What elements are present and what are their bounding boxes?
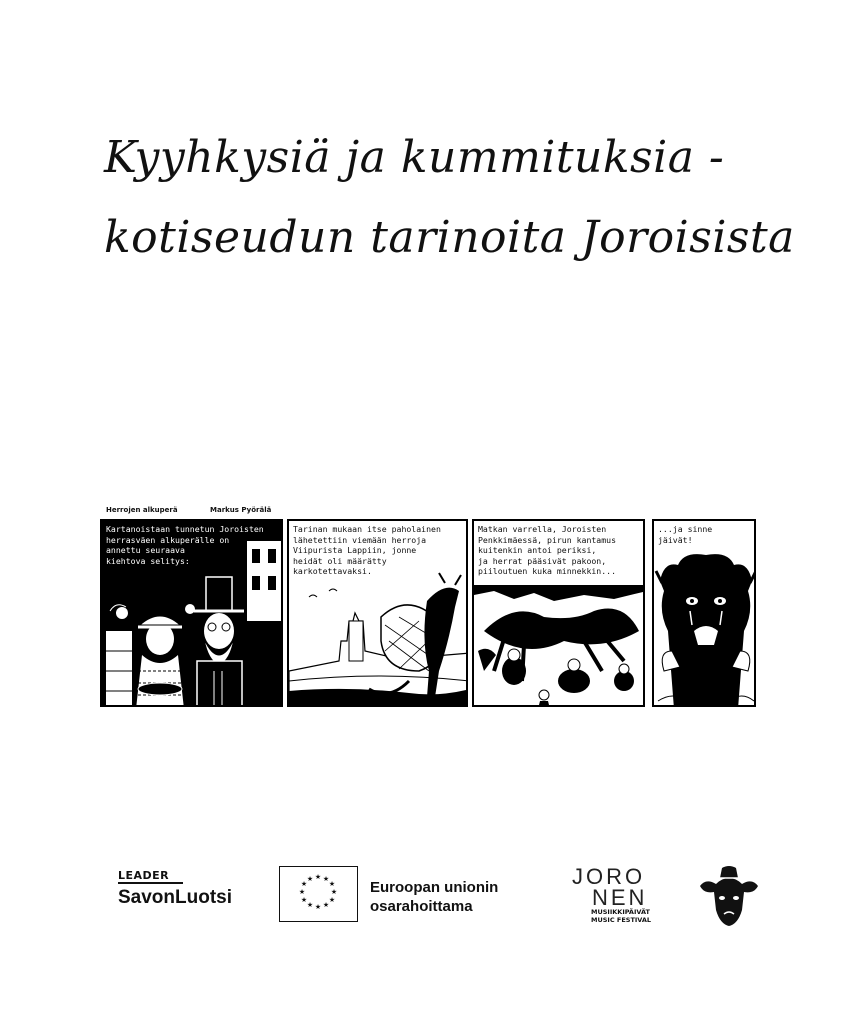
sponsor-logos [0,856,842,936]
comic-panel-4 [652,519,756,707]
eu-funding-text [370,878,498,916]
svg-text:★: ★ [328,880,336,888]
panel-2-caption: Tarinan mukaan itse paholainen lähetettiin viemään herroja Viipurista Lappiin, jonne heidät oli määrätty karkotettavaksi. [293,524,441,576]
svg-text:★: ★ [300,880,308,888]
panel-1-caption: Kartanoistaan tunnetun Joroisten herrasväen alkuperälle on annettu seuraava kiehtova selitys: [106,524,264,566]
eu-line-1: Euroopan unionin [370,879,499,896]
document-title [104,118,804,278]
comic-panel-2 [287,519,468,707]
joroinen-festival-logo [572,866,666,924]
title-line-1: Kyyhkysiä ja kummituksia - [104,132,725,183]
joroinen-sub-1: MUSIIKKIPÄIVÄT [591,908,650,916]
comic-strip [100,506,758,708]
panel-3-caption: Matkan varrella, Joroisten Penkkimäessä, pirun kantamus kuitenkin antoi periksi, ja herrat pääsivät pakoon, piiloutuen kuka minnekkin... [478,524,617,576]
savonluotsi-logo [118,864,232,909]
svg-text:★: ★ [300,896,308,904]
bull-logo-icon [698,864,760,930]
joroinen-sub-2: MUSIC FESTIVAL [591,916,652,924]
svg-text:★: ★ [306,875,314,883]
panel-4-caption: ...ja sinne jäivät! [658,524,713,545]
comic-strip-title: Herrojen alkuperä [106,506,178,514]
svg-text:★: ★ [314,873,322,881]
title-line-2: kotiseudun tarinoita Joroisista [104,212,795,263]
leader-tag: LEADER [118,869,183,884]
savonluotsi-name: SavonLuotsi [118,887,233,908]
joroinen-line-1: JORO [572,864,646,889]
svg-text:★: ★ [322,875,330,883]
joroinen-line-2: NEN [592,885,648,910]
eu-flag-icon [279,866,358,922]
svg-text:★: ★ [314,903,322,911]
svg-text:★: ★ [306,901,314,909]
svg-text:★: ★ [330,888,338,896]
comic-panel-1 [100,519,283,707]
comic-panel-3 [472,519,645,707]
svg-text:★: ★ [328,896,336,904]
comic-author: Markus Pyörälä [210,506,272,514]
svg-text:★: ★ [322,901,330,909]
svg-text:★: ★ [298,888,306,896]
panel-4-illustration [654,521,756,707]
eu-line-2: osarahoittama [370,898,473,915]
